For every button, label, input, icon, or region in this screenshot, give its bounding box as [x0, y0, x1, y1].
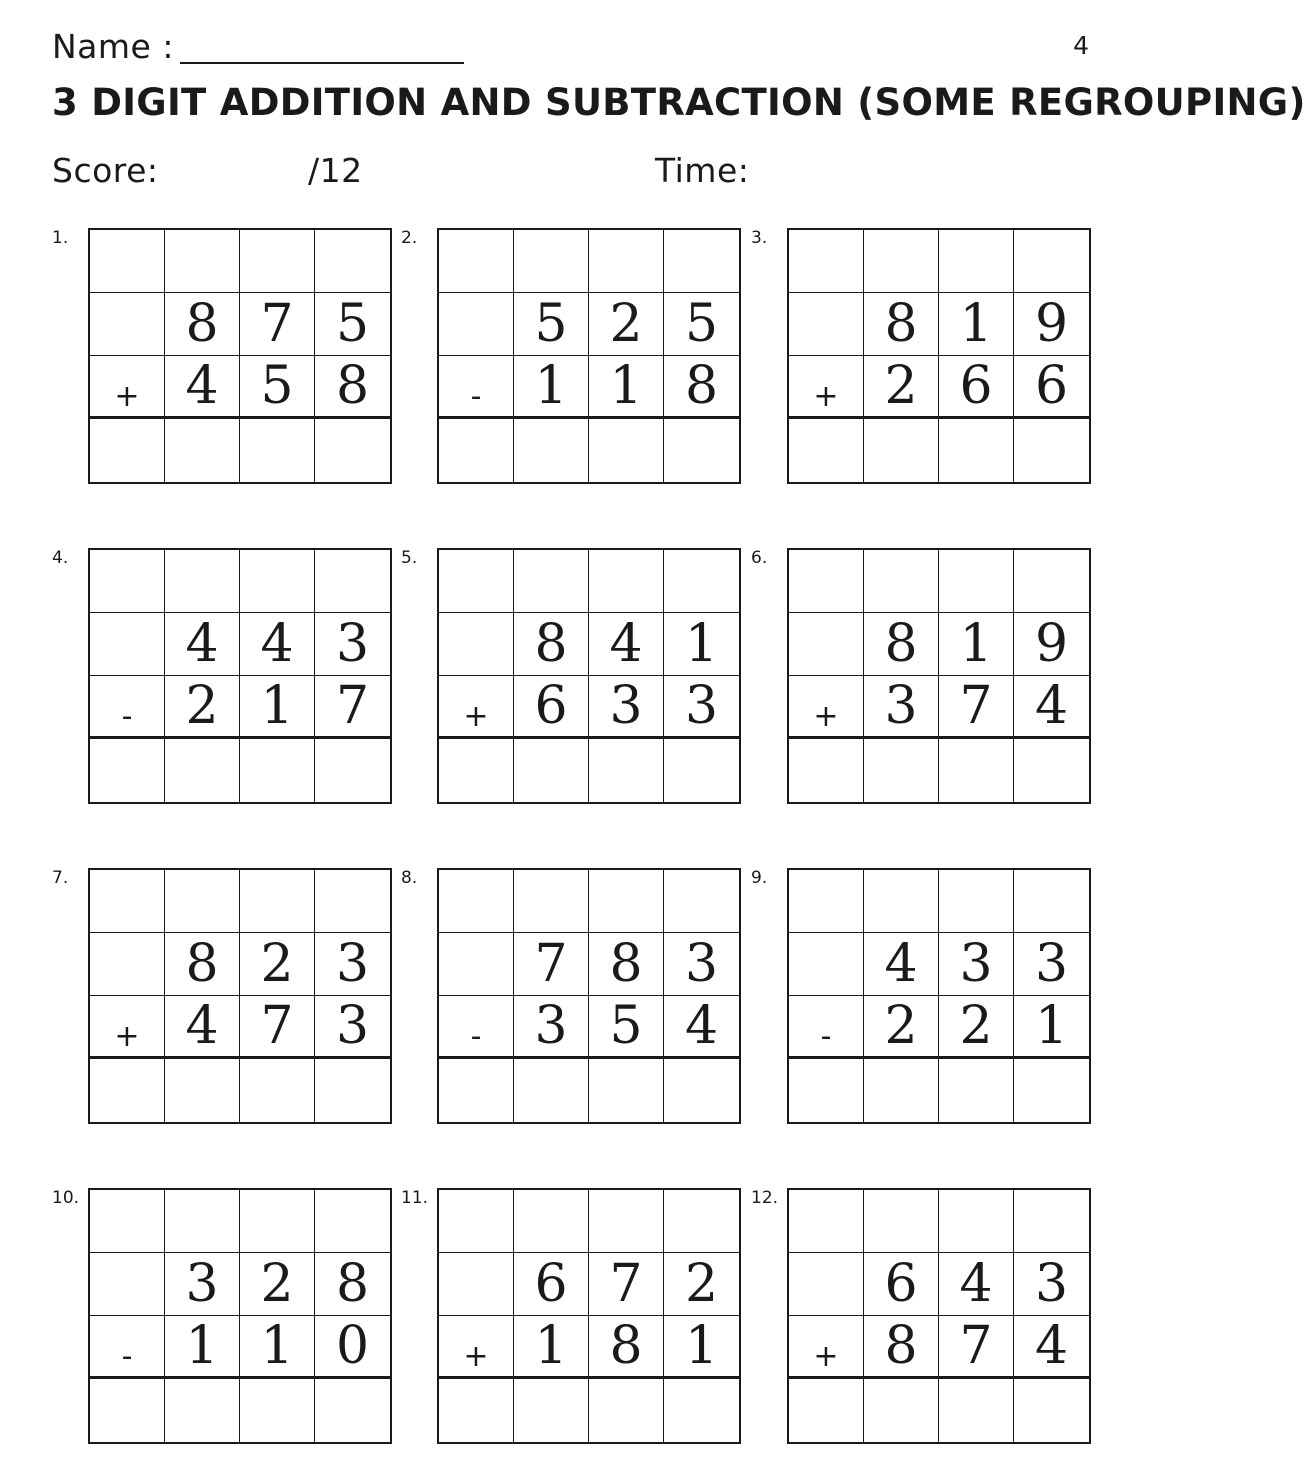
problem — [751, 548, 1101, 808]
bottom-digit: 7 — [939, 1316, 1014, 1379]
problem — [52, 548, 402, 808]
grid-cell — [789, 933, 864, 996]
carry-cell[interactable] — [514, 1190, 589, 1253]
carry-cell[interactable] — [165, 230, 240, 293]
answer-cell[interactable] — [664, 419, 739, 482]
answer-cell[interactable] — [589, 419, 664, 482]
carry-cell[interactable] — [90, 870, 165, 933]
answer-cell[interactable] — [864, 419, 939, 482]
answer-cell[interactable] — [240, 1059, 315, 1122]
top-digit: 3 — [939, 933, 1014, 996]
top-digit: 8 — [514, 613, 589, 676]
problem-grid — [88, 868, 392, 1124]
problem — [52, 868, 402, 1128]
grid-cell — [439, 1253, 514, 1316]
operator-sign: - — [90, 1316, 165, 1379]
grid-cell — [789, 1253, 864, 1316]
answer-cell[interactable] — [939, 1059, 1014, 1122]
carry-cell[interactable] — [939, 1190, 1014, 1253]
carry-cell[interactable] — [240, 550, 315, 613]
bottom-digit: 4 — [165, 356, 240, 419]
problem — [401, 1188, 751, 1448]
problem-grid — [787, 1188, 1091, 1444]
bottom-digit: 4 — [1014, 676, 1089, 739]
answer-cell[interactable] — [1014, 1059, 1089, 1122]
bottom-digit: 8 — [589, 1316, 664, 1379]
bottom-digit: 1 — [240, 676, 315, 739]
carry-cell[interactable] — [589, 870, 664, 933]
carry-cell[interactable] — [439, 870, 514, 933]
carry-cell[interactable] — [664, 1190, 739, 1253]
answer-cell[interactable] — [789, 739, 864, 802]
problem-number: 6. — [751, 548, 768, 568]
answer-cell[interactable] — [514, 419, 589, 482]
name-label: Name : — [52, 27, 174, 66]
answer-cell[interactable] — [789, 1379, 864, 1442]
answer-cell[interactable] — [90, 739, 165, 802]
bottom-digit: 0 — [315, 1316, 390, 1379]
carry-cell[interactable] — [939, 550, 1014, 613]
problem-number: 2. — [401, 228, 418, 248]
carry-cell[interactable] — [664, 870, 739, 933]
carry-cell[interactable] — [864, 1190, 939, 1253]
carry-cell[interactable] — [789, 550, 864, 613]
bottom-digit: 3 — [315, 996, 390, 1059]
answer-cell[interactable] — [514, 1379, 589, 1442]
bottom-digit: 7 — [240, 996, 315, 1059]
page-number: 4 — [1073, 31, 1089, 60]
carry-cell[interactable] — [589, 230, 664, 293]
carry-cell[interactable] — [939, 870, 1014, 933]
answer-cell[interactable] — [90, 1379, 165, 1442]
problem — [751, 868, 1101, 1128]
grid-cell — [439, 293, 514, 356]
problem — [52, 228, 402, 488]
problem — [52, 1188, 402, 1448]
bottom-digit: 1 — [514, 356, 589, 419]
answer-cell[interactable] — [240, 739, 315, 802]
answer-cell[interactable] — [514, 739, 589, 802]
bottom-digit: 1 — [589, 356, 664, 419]
answer-cell[interactable] — [315, 1379, 390, 1442]
problem-number: 10. — [52, 1188, 80, 1208]
grid-cell — [90, 293, 165, 356]
carry-cell[interactable] — [315, 550, 390, 613]
top-digit: 1 — [939, 613, 1014, 676]
top-digit: 5 — [664, 293, 739, 356]
answer-cell[interactable] — [514, 1059, 589, 1122]
answer-cell[interactable] — [939, 1379, 1014, 1442]
carry-cell[interactable] — [165, 870, 240, 933]
bottom-digit: 8 — [664, 356, 739, 419]
problem-number: 3. — [751, 228, 768, 248]
bottom-digit: 3 — [589, 676, 664, 739]
problem-grid — [787, 548, 1091, 804]
carry-cell[interactable] — [315, 1190, 390, 1253]
operator-sign: + — [789, 356, 864, 419]
answer-cell[interactable] — [315, 1059, 390, 1122]
grid-cell — [439, 933, 514, 996]
operator-sign: + — [90, 356, 165, 419]
answer-cell[interactable] — [315, 419, 390, 482]
carry-cell[interactable] — [789, 1190, 864, 1253]
operator-sign: - — [789, 996, 864, 1059]
operator-sign: - — [439, 996, 514, 1059]
problem — [751, 228, 1101, 488]
bottom-digit: 7 — [939, 676, 1014, 739]
carry-cell[interactable] — [789, 230, 864, 293]
answer-cell[interactable] — [439, 739, 514, 802]
top-digit: 4 — [864, 933, 939, 996]
top-digit: 7 — [514, 933, 589, 996]
problem-number: 7. — [52, 868, 69, 888]
top-digit: 2 — [240, 933, 315, 996]
answer-cell[interactable] — [439, 419, 514, 482]
carry-cell[interactable] — [439, 1190, 514, 1253]
problem-grid — [787, 868, 1091, 1124]
carry-cell[interactable] — [1014, 1190, 1089, 1253]
answer-cell[interactable] — [864, 1379, 939, 1442]
carry-cell[interactable] — [514, 550, 589, 613]
answer-cell[interactable] — [789, 1059, 864, 1122]
answer-cell[interactable] — [864, 739, 939, 802]
top-digit: 3 — [315, 613, 390, 676]
carry-cell[interactable] — [165, 1190, 240, 1253]
top-digit: 4 — [589, 613, 664, 676]
bottom-digit: 3 — [864, 676, 939, 739]
answer-cell[interactable] — [1014, 1379, 1089, 1442]
carry-cell[interactable] — [240, 870, 315, 933]
bottom-digit: 4 — [1014, 1316, 1089, 1379]
top-digit: 8 — [315, 1253, 390, 1316]
answer-cell[interactable] — [939, 419, 1014, 482]
answer-cell[interactable] — [90, 1059, 165, 1122]
top-digit: 9 — [1014, 613, 1089, 676]
carry-cell[interactable] — [1014, 550, 1089, 613]
answer-cell[interactable] — [165, 1059, 240, 1122]
operator-sign: + — [789, 1316, 864, 1379]
bottom-digit: 6 — [939, 356, 1014, 419]
top-digit: 3 — [664, 933, 739, 996]
carry-cell[interactable] — [90, 230, 165, 293]
operator-sign: + — [439, 676, 514, 739]
carry-cell[interactable] — [864, 230, 939, 293]
carry-cell[interactable] — [439, 550, 514, 613]
carry-cell[interactable] — [240, 230, 315, 293]
top-digit: 2 — [664, 1253, 739, 1316]
top-digit: 3 — [315, 933, 390, 996]
carry-cell[interactable] — [589, 550, 664, 613]
operator-sign: - — [439, 356, 514, 419]
carry-cell[interactable] — [240, 1190, 315, 1253]
bottom-digit: 5 — [240, 356, 315, 419]
carry-cell[interactable] — [864, 550, 939, 613]
answer-cell[interactable] — [90, 419, 165, 482]
bottom-digit: 6 — [1014, 356, 1089, 419]
bottom-digit: 2 — [864, 356, 939, 419]
problem-grid — [437, 228, 741, 484]
problem — [401, 548, 751, 808]
problem-number: 12. — [751, 1188, 779, 1208]
bottom-digit: 4 — [664, 996, 739, 1059]
answer-cell[interactable] — [789, 419, 864, 482]
top-digit: 5 — [315, 293, 390, 356]
carry-cell[interactable] — [1014, 870, 1089, 933]
problem-grid — [787, 228, 1091, 484]
operator-sign: + — [439, 1316, 514, 1379]
bottom-digit: 2 — [939, 996, 1014, 1059]
bottom-digit: 1 — [664, 1316, 739, 1379]
top-digit: 8 — [589, 933, 664, 996]
problem-number: 9. — [751, 868, 768, 888]
answer-cell[interactable] — [939, 739, 1014, 802]
top-digit: 6 — [514, 1253, 589, 1316]
problem-number: 4. — [52, 548, 69, 568]
carry-cell[interactable] — [90, 1190, 165, 1253]
problem-grid — [88, 1188, 392, 1444]
top-digit: 3 — [1014, 933, 1089, 996]
carry-cell[interactable] — [864, 870, 939, 933]
top-digit: 1 — [664, 613, 739, 676]
top-digit: 8 — [165, 293, 240, 356]
answer-cell[interactable] — [165, 739, 240, 802]
bottom-digit: 5 — [589, 996, 664, 1059]
bottom-digit: 3 — [514, 996, 589, 1059]
carry-cell[interactable] — [939, 230, 1014, 293]
problem-grid — [437, 548, 741, 804]
problem-grid — [437, 1188, 741, 1444]
operator-sign: - — [90, 676, 165, 739]
answer-cell[interactable] — [165, 419, 240, 482]
answer-cell[interactable] — [1014, 419, 1089, 482]
answer-cell[interactable] — [864, 1059, 939, 1122]
problem — [401, 228, 751, 488]
top-digit: 4 — [165, 613, 240, 676]
grid-cell — [789, 613, 864, 676]
answer-cell[interactable] — [439, 1379, 514, 1442]
bottom-digit: 2 — [165, 676, 240, 739]
carry-cell[interactable] — [315, 230, 390, 293]
top-digit: 4 — [939, 1253, 1014, 1316]
top-digit: 7 — [589, 1253, 664, 1316]
carry-cell[interactable] — [439, 230, 514, 293]
name-field-line[interactable] — [180, 62, 464, 64]
answer-cell[interactable] — [589, 1379, 664, 1442]
grid-cell — [90, 613, 165, 676]
top-digit: 8 — [864, 293, 939, 356]
answer-cell[interactable] — [1014, 739, 1089, 802]
operator-sign: + — [90, 996, 165, 1059]
top-digit: 3 — [1014, 1253, 1089, 1316]
time-label: Time: — [655, 151, 750, 190]
carry-cell[interactable] — [589, 1190, 664, 1253]
bottom-digit: 4 — [165, 996, 240, 1059]
top-digit: 2 — [589, 293, 664, 356]
bottom-digit: 7 — [315, 676, 390, 739]
top-digit: 9 — [1014, 293, 1089, 356]
carry-cell[interactable] — [90, 550, 165, 613]
grid-cell — [90, 933, 165, 996]
answer-cell[interactable] — [240, 419, 315, 482]
bottom-digit: 2 — [864, 996, 939, 1059]
carry-cell[interactable] — [664, 230, 739, 293]
problem — [751, 1188, 1101, 1448]
problem-grid — [437, 868, 741, 1124]
top-digit: 6 — [864, 1253, 939, 1316]
problem-grid — [88, 548, 392, 804]
bottom-digit: 6 — [514, 676, 589, 739]
grid-cell — [439, 613, 514, 676]
top-digit: 3 — [165, 1253, 240, 1316]
answer-cell[interactable] — [315, 739, 390, 802]
carry-cell[interactable] — [789, 870, 864, 933]
problem-number: 5. — [401, 548, 418, 568]
problem — [401, 868, 751, 1128]
answer-cell[interactable] — [240, 1379, 315, 1442]
problem-number: 11. — [401, 1188, 429, 1208]
answer-cell[interactable] — [439, 1059, 514, 1122]
problem-grid — [88, 228, 392, 484]
answer-cell[interactable] — [664, 1059, 739, 1122]
top-digit: 8 — [864, 613, 939, 676]
problem-number: 1. — [52, 228, 69, 248]
carry-cell[interactable] — [315, 870, 390, 933]
problem-number: 8. — [401, 868, 418, 888]
answer-cell[interactable] — [589, 1059, 664, 1122]
answer-cell[interactable] — [165, 1379, 240, 1442]
bottom-digit: 1 — [514, 1316, 589, 1379]
bottom-digit: 1 — [1014, 996, 1089, 1059]
answer-cell[interactable] — [589, 739, 664, 802]
top-digit: 8 — [165, 933, 240, 996]
worksheet-title: 3 DIGIT ADDITION AND SUBTRACTION (SOME REGROUPING) — [52, 81, 1306, 124]
grid-cell — [789, 293, 864, 356]
bottom-digit: 3 — [664, 676, 739, 739]
answer-cell[interactable] — [664, 739, 739, 802]
bottom-digit: 1 — [240, 1316, 315, 1379]
carry-cell[interactable] — [1014, 230, 1089, 293]
top-digit: 1 — [939, 293, 1014, 356]
top-digit: 7 — [240, 293, 315, 356]
grid-cell — [90, 1253, 165, 1316]
carry-cell[interactable] — [514, 230, 589, 293]
top-digit: 4 — [240, 613, 315, 676]
top-digit: 5 — [514, 293, 589, 356]
bottom-digit: 1 — [165, 1316, 240, 1379]
score-total: /12 — [308, 151, 363, 190]
carry-cell[interactable] — [165, 550, 240, 613]
answer-cell[interactable] — [664, 1379, 739, 1442]
carry-cell[interactable] — [514, 870, 589, 933]
score-label: Score: — [52, 151, 159, 190]
carry-cell[interactable] — [664, 550, 739, 613]
operator-sign: + — [789, 676, 864, 739]
top-digit: 2 — [240, 1253, 315, 1316]
bottom-digit: 8 — [864, 1316, 939, 1379]
bottom-digit: 8 — [315, 356, 390, 419]
